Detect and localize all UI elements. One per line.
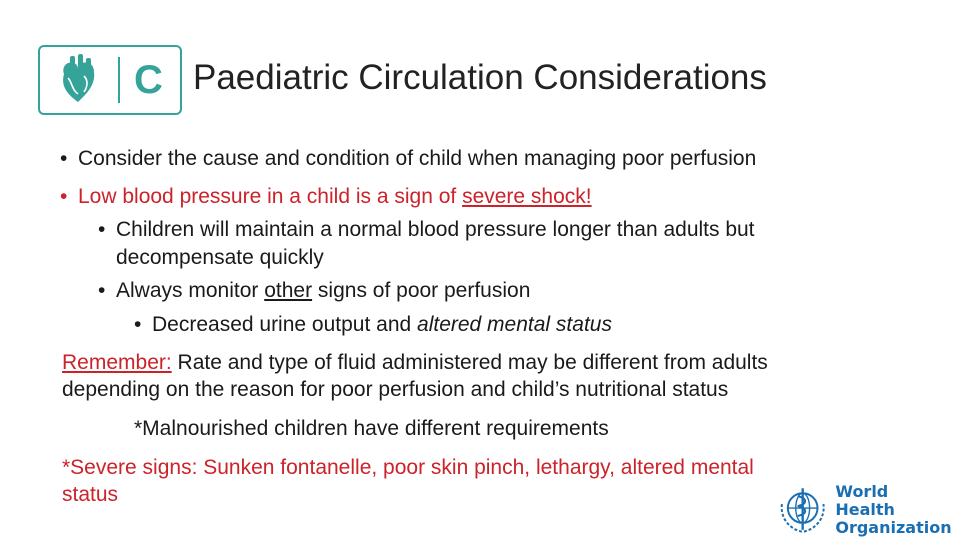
heart-icon: [50, 52, 106, 108]
who-text: [835, 483, 952, 537]
who-logo: [776, 484, 952, 536]
remember-label: Remember:: [62, 351, 172, 374]
bullet-text: Always monitor: [116, 279, 265, 302]
bullet-text: Consider the cause and condition of child when managing poor perfusion: [78, 147, 757, 170]
severe-signs-line-1: *Severe signs: Sunken fontanelle, poor skin pinch, lethargy, altered mental: [62, 456, 754, 479]
malnourished-note: *Malnourished children have different requirements: [134, 417, 609, 440]
page-title: Paediatric Circulation Considerations: [193, 58, 767, 97]
remember-line-1: [62, 350, 768, 376]
bullet-text: Low blood pressure in a child is a sign of: [78, 185, 463, 208]
bullet-emphasis: other: [264, 279, 313, 302]
bullet-text: Decreased urine output and: [152, 313, 418, 336]
bullet-text: Children will maintain a normal blood pressure longer than adults but: [116, 218, 755, 241]
bullet-emphasis: severe shock!: [462, 185, 592, 208]
bullet-item-2: [60, 184, 592, 210]
bullet-item-1: [60, 146, 756, 172]
who-text-line-1: World Health: [835, 482, 895, 519]
bullet-text: signs of poor perfusion: [312, 279, 531, 302]
bullet-dot: •: [60, 147, 68, 170]
remember-text: Rate and type of fluid administered may be different from adults: [171, 351, 768, 374]
icon-divider: [118, 57, 120, 103]
severe-signs-line-2: status: [62, 483, 119, 506]
bullet-emphasis: altered mental status: [417, 313, 612, 336]
section-icon-box: [38, 45, 182, 115]
sub-bullet-item-1-cont: decompensate quickly: [116, 246, 324, 269]
bullet-dot: •: [98, 279, 106, 302]
bullet-dot: •: [98, 218, 106, 241]
sub-bullet-item-2: [98, 278, 530, 304]
bullet-dot: •: [60, 185, 68, 208]
bullet-dot: •: [134, 313, 142, 336]
who-emblem-icon: [776, 484, 829, 536]
sub-bullet-item-1: [98, 217, 755, 243]
section-letter: C: [134, 58, 163, 102]
who-text-line-2: Organization: [835, 518, 952, 537]
remember-line-2: depending on the reason for poor perfusion and child’s nutritional status: [62, 378, 729, 401]
sub-sub-bullet-item-1: [134, 312, 612, 338]
